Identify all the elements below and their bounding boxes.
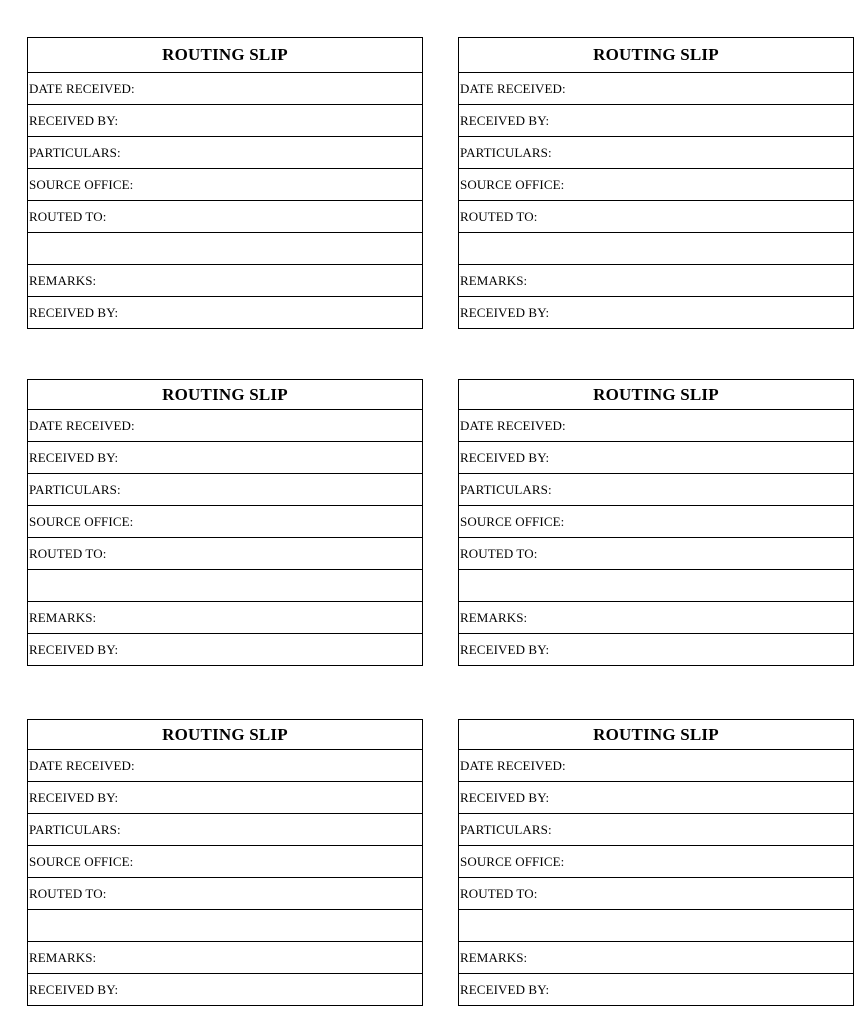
field-blank — [459, 233, 853, 265]
field-remarks: REMARKS: — [28, 265, 422, 297]
field-source-office: SOURCE OFFICE: — [28, 169, 422, 201]
field-remarks: REMARKS: — [28, 602, 422, 634]
field-received-by: RECEIVED BY: — [459, 782, 853, 814]
field-date-received: DATE RECEIVED: — [459, 750, 853, 782]
field-date-received: DATE RECEIVED: — [459, 73, 853, 105]
slip-title: ROUTING SLIP — [459, 38, 853, 73]
field-particulars: PARTICULARS: — [28, 814, 422, 846]
field-received-by-final: RECEIVED BY: — [29, 641, 119, 657]
field-received-by: RECEIVED BY: — [459, 105, 853, 137]
field-received-by-final: RECEIVED BY: — [460, 981, 550, 997]
field-particulars: PARTICULARS: — [459, 474, 853, 506]
routing-slip-form — [27, 37, 423, 329]
field-remarks: REMARKS: — [459, 265, 853, 297]
field-particulars: PARTICULARS: — [459, 814, 853, 846]
field-date-received: DATE RECEIVED: — [459, 410, 853, 442]
field-routed-to: ROUTED TO: — [28, 201, 422, 233]
field-received-by: RECEIVED BY: — [459, 442, 853, 474]
routing-slip-form — [458, 379, 854, 666]
field-remarks: REMARKS: — [28, 942, 422, 974]
field-routed-to: ROUTED TO: — [459, 201, 853, 233]
routing-slip-form — [27, 719, 423, 1006]
field-particulars: PARTICULARS: — [28, 137, 422, 169]
field-blank — [28, 910, 422, 942]
field-routed-to: ROUTED TO: — [459, 538, 853, 570]
field-source-office: SOURCE OFFICE: — [459, 169, 853, 201]
field-particulars: PARTICULARS: — [459, 137, 853, 169]
field-received-by-final: RECEIVED BY: — [29, 304, 119, 320]
routing-slip-form — [27, 379, 423, 666]
field-received-by-final: RECEIVED BY: — [460, 304, 550, 320]
field-blank — [28, 233, 422, 265]
field-routed-to: ROUTED TO: — [459, 878, 853, 910]
field-remarks: REMARKS: — [459, 942, 853, 974]
field-received-by: RECEIVED BY: — [28, 782, 422, 814]
field-source-office: SOURCE OFFICE: — [28, 506, 422, 538]
field-date-received: DATE RECEIVED: — [28, 73, 422, 105]
field-date-received: DATE RECEIVED: — [28, 750, 422, 782]
field-particulars: PARTICULARS: — [28, 474, 422, 506]
field-source-office: SOURCE OFFICE: — [28, 846, 422, 878]
slip-title: ROUTING SLIP — [459, 380, 853, 410]
routing-slip-form — [458, 719, 854, 1006]
field-blank — [28, 570, 422, 602]
field-received-by: RECEIVED BY: — [28, 442, 422, 474]
slip-title: ROUTING SLIP — [459, 720, 853, 750]
slip-title: ROUTING SLIP — [28, 38, 422, 73]
slip-title: ROUTING SLIP — [28, 380, 422, 410]
field-routed-to: ROUTED TO: — [28, 878, 422, 910]
field-received-by-final: RECEIVED BY: — [29, 981, 119, 997]
routing-slip-form — [458, 37, 854, 329]
slip-title: ROUTING SLIP — [28, 720, 422, 750]
field-received-by: RECEIVED BY: — [28, 105, 422, 137]
field-received-by-final: RECEIVED BY: — [460, 641, 550, 657]
field-source-office: SOURCE OFFICE: — [459, 506, 853, 538]
field-blank — [459, 570, 853, 602]
field-remarks: REMARKS: — [459, 602, 853, 634]
field-source-office: SOURCE OFFICE: — [459, 846, 853, 878]
field-routed-to: ROUTED TO: — [28, 538, 422, 570]
field-blank — [459, 910, 853, 942]
field-date-received: DATE RECEIVED: — [28, 410, 422, 442]
